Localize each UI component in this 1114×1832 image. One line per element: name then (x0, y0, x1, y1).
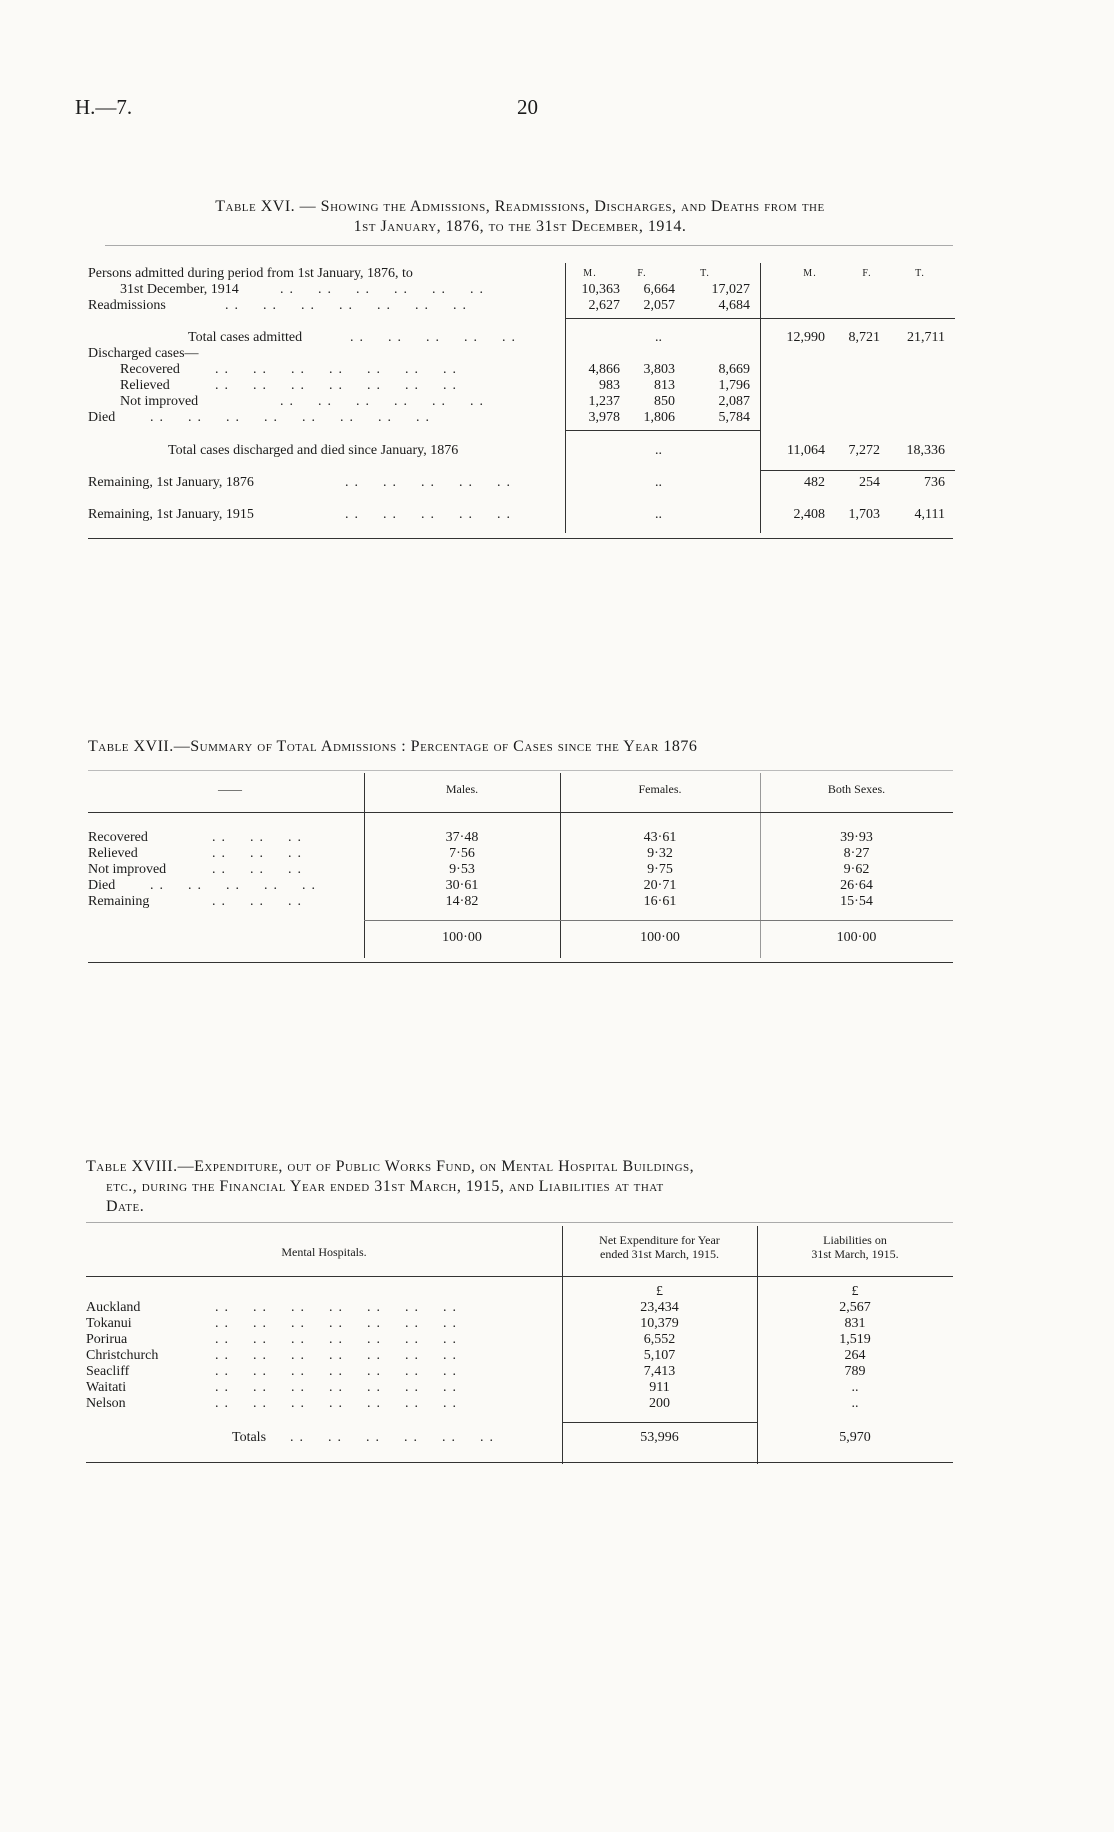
row-label-readmissions: Readmissions (88, 298, 166, 313)
row-label: Relieved (88, 846, 138, 861)
row-label: Not improved (120, 394, 199, 409)
row-label-totals: Totals (232, 1430, 267, 1445)
row-label: Relieved (120, 378, 170, 393)
row-label-remaining-1876: Remaining, 1st January, 1876 (88, 475, 254, 490)
col-head-mental-hospitals: Mental Hospitals. (281, 1245, 367, 1259)
row-label-persons-admitted-date: 31st December, 1914 (120, 282, 239, 297)
dot-leader: .. .. .. .. .. .. (290, 1430, 499, 1445)
row-label: Recovered (88, 830, 148, 845)
row-label-persons-admitted: Persons admitted during period from 1st January, 1876, to (88, 266, 413, 281)
table-xviii-title-line1: Table XVIII.—Expenditure, out of Public Works Fund, on Mental Hospital Buildings, (86, 1158, 695, 1175)
table-xvi-subtotal-rule (565, 318, 760, 319)
total-both: 100·00 (836, 930, 877, 945)
row-label: Died (88, 410, 116, 425)
table-xvi-top-rule (105, 245, 953, 246)
total-admitted-f: 8,721 (848, 330, 880, 345)
row-label: Seacliff (86, 1364, 130, 1379)
col-head-liabilities: Liabilities on (823, 1233, 887, 1247)
table-xviii-top-rule (86, 1222, 953, 1223)
col-head-net-expenditure: Net Expenditure for Year (599, 1233, 720, 1247)
dot-leader: .. .. .. .. .. .. .. (215, 1316, 462, 1331)
col-head-f: F. (862, 268, 872, 279)
row-label: Remaining (88, 894, 150, 909)
row-label: Died (88, 878, 116, 893)
table-xviii-title-line2: etc., during the Financial Year ended 31st March, 1915, and Liabilities at that (106, 1178, 664, 1195)
currency-symbol: £ (851, 1284, 859, 1299)
total-females: 100·00 (640, 930, 680, 945)
dot-leader: .. .. .. (212, 894, 307, 909)
dot-leader: .. .. .. .. .. .. .. (215, 362, 462, 377)
table-xvi-title-line1: Table XVI. — Showing the Admissions, Readmissions, Discharges, and Deaths from the (215, 198, 825, 215)
col-head-both: Both Sexes. (827, 782, 886, 796)
readm-f: 2,057 (643, 298, 675, 313)
row-label: Auckland (86, 1300, 141, 1315)
table-xvii-head-rule (88, 812, 953, 813)
dot-leader: .. .. .. .. .. .. .. (215, 1348, 462, 1363)
dot-leader: .. .. .. .. .. .. .. (215, 1396, 462, 1411)
dot-leader: .. .. .. .. .. (345, 507, 516, 522)
table-xviii-head-rule (86, 1276, 953, 1277)
table-xviii-title-line3: Date. (106, 1198, 145, 1215)
dot-leader: .. .. .. .. .. .. .. (215, 1300, 462, 1315)
total-expenditure: 53,996 (640, 1430, 679, 1445)
dot-leader: .. .. .. (212, 862, 307, 877)
dot-leader: .. .. .. .. .. (150, 878, 321, 893)
total-admitted-t: 21,711 (907, 330, 945, 345)
persons-m: 10,363 (581, 282, 620, 297)
total-liabilities: 5,970 (839, 1430, 871, 1445)
readm-t: 4,684 (718, 298, 750, 313)
row-label-total-discharged: Total cases discharged and died since January, 1876 (168, 443, 459, 458)
col-head-m: M. (583, 268, 597, 279)
table-xvi-subtotal-rule (760, 470, 955, 471)
table-xvi-subtotal-rule (565, 430, 760, 431)
dot-leader: .. .. .. .. .. .. (280, 394, 489, 409)
page-reference: H.—7. (75, 95, 133, 119)
table-xviii-bottom-rule (86, 1462, 953, 1463)
table-xvi-subtotal-rule (760, 318, 955, 319)
row-label-total-admitted: Total cases admitted (188, 330, 303, 345)
col-head-f: F. (637, 268, 647, 279)
row-label: Nelson (86, 1396, 126, 1411)
currency-symbol: £ (656, 1284, 663, 1299)
table-xvi-title-line2: 1st January, 1876, to the 31st December, 1914. (353, 218, 687, 235)
persons-t: 17,027 (711, 282, 750, 297)
dot-leader: .. .. .. .. .. .. .. (215, 1380, 462, 1395)
row-label: Waitati (86, 1380, 127, 1395)
row-label: Porirua (86, 1332, 128, 1347)
table-xvii-bottom-rule (88, 962, 953, 963)
row-label: Christchurch (86, 1348, 159, 1363)
table-xvii-total-rule (364, 920, 953, 921)
table-xvi-col-divider (760, 263, 761, 533)
row-label-discharged: Discharged cases— (88, 346, 199, 361)
dot-leader: .. .. .. (212, 846, 307, 861)
table-xvi-bottom-rule (88, 538, 953, 539)
col-head-males: Males. (445, 782, 479, 796)
col-head-t: T. (915, 268, 925, 279)
dot-leader: .. .. .. .. .. .. .. (215, 1364, 462, 1379)
row-label: Recovered (120, 362, 180, 377)
dot-leader: .. .. .. .. .. .. (280, 282, 489, 297)
dot-leader: .. .. .. .. .. (350, 330, 521, 345)
row-label-remaining-1915: Remaining, 1st January, 1915 (88, 507, 254, 522)
col-head-m: M. (803, 268, 817, 279)
row-label: Tokanui (86, 1316, 132, 1331)
col-head-t: T. (700, 268, 710, 279)
dot-leader: .. .. .. (212, 830, 307, 845)
col-head-females: Females. (638, 782, 682, 796)
dot-leader: .. .. .. .. .. .. .. (215, 1332, 462, 1347)
dot-leader: .. .. .. .. .. .. .. (215, 378, 462, 393)
readm-m: 2,627 (588, 298, 620, 313)
persons-f: 6,664 (643, 282, 675, 297)
row-label: Not improved (88, 862, 167, 877)
table-xviii-total-rule (562, 1422, 757, 1423)
page-number: 20 (517, 95, 538, 119)
dot-leader: .. .. .. .. .. .. .. (225, 298, 472, 313)
total-admitted-m: 12,990 (786, 330, 825, 345)
table-xvii-title: Table XVII.—Summary of Total Admissions : Percentage of Cases since the Year 1876 (88, 738, 698, 755)
dot-leader: .. .. .. .. .. (345, 475, 516, 490)
dot-leader: .. .. .. .. .. .. .. .. (150, 410, 435, 425)
table-xvii-top-rule (88, 770, 953, 771)
total-males: 100·00 (442, 930, 482, 945)
col-head-dash: —— (218, 782, 242, 796)
